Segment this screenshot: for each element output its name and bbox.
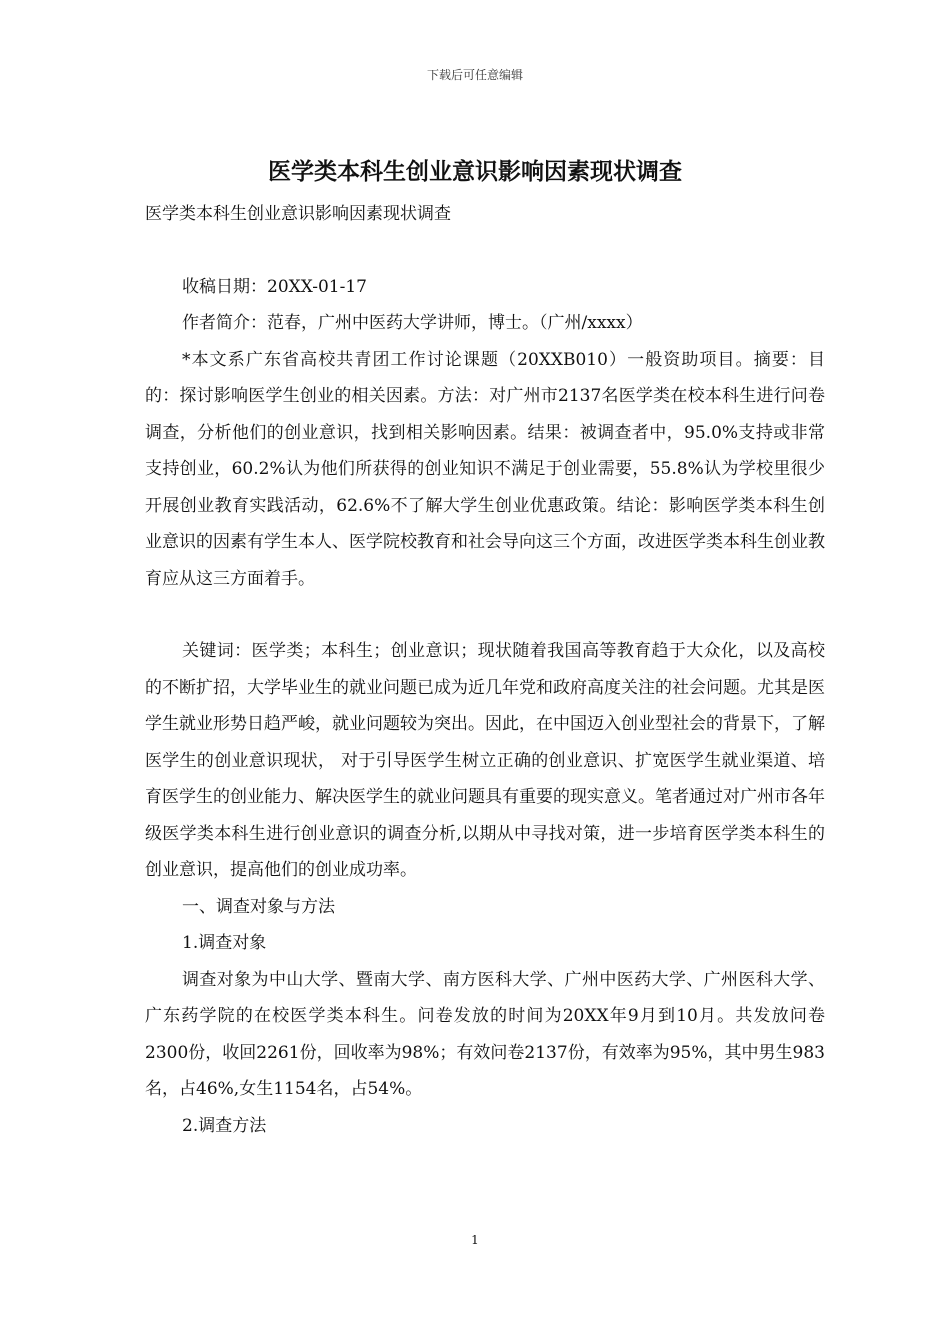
- author-intro: 作者简介：范春，广州中医药大学讲师，博士。（广州/xxxx）: [182, 313, 643, 333]
- abstract-paragraph: *本文系广东省高校共青团工作讨论课题（20XXB010）一般资助项目。摘要：目的：探讨影响医学生创业的相关因素。方法：对广州市2137名医学类在校本科生进行问卷调查，分析他们的创业意识，找到相关影响因素。结果：被调查者中，95.0%支持或非常支持创业，60.2%认为他们所获得的创业知识不满足于创业需要，55.8%认为学校里很少开展创业教育实践活动，62.6%不了解大学生创业优惠政策。结论：影响医学类本科生创业意识的因素有学生本人、医学院校教育和社会导向这三个方面，改进医学类本科生创业教育应从这三方面着手。: [145, 349, 825, 589]
- received-date: 收稿日期：20XX-01-17: [182, 276, 367, 297]
- spacer: [145, 233, 825, 269]
- keywords-intro-paragraph: 关键词：医学类；本科生；创业意识；现状随着我国高等教育趋于大众化，以及高校的不断扩招，大学毕业生的就业问题已成为近几年党和政府高度关注的社会问题。尤其是医学生就业形势日趋严峻，就业问题较为突出。因此，在中国迈入创业型社会的背景下，了解医学生的创业意识现状， 对于引导医学生树立正确的创业意识、扩宽医学生就业渠道、培育医学生的创业能力、解决医学生的就业问题具有重要的现实意义。笔者通过对广州市各年级医学类本科生进行创业意识的调查分析,以期从中寻找对策，进一步培育医学类本科生的创业意识，提高他们的创业成功率。: [145, 641, 825, 880]
- subsection-heading: 2.调查方法: [182, 1115, 267, 1136]
- spacer: [145, 597, 825, 633]
- document-title: 医学类本科生创业意识影响因素现状调查: [268, 159, 682, 185]
- survey-subjects-paragraph: 调查对象为中山大学、暨南大学、南方医科大学、广州中医药大学、广州医科大学、广东药学院的在校医学类本科生。问卷发放的时间为20XX年9月到10月。共发放问卷2300份，收回2261份，回收率为98%；有效问卷2137份，有效率为95%，其中男生983名，占46%,女生1154名，占54%。: [145, 969, 825, 1099]
- document-body: [145, 196, 825, 1144]
- document-subtitle: 医学类本科生创业意识影响因素现状调查: [145, 204, 451, 224]
- section-heading: 一、调查对象与方法: [182, 896, 335, 917]
- subsection-heading: 1.调查对象: [182, 933, 267, 953]
- header-note: 下载后可任意编辑: [426, 68, 523, 82]
- page-number: 1: [471, 1233, 479, 1247]
